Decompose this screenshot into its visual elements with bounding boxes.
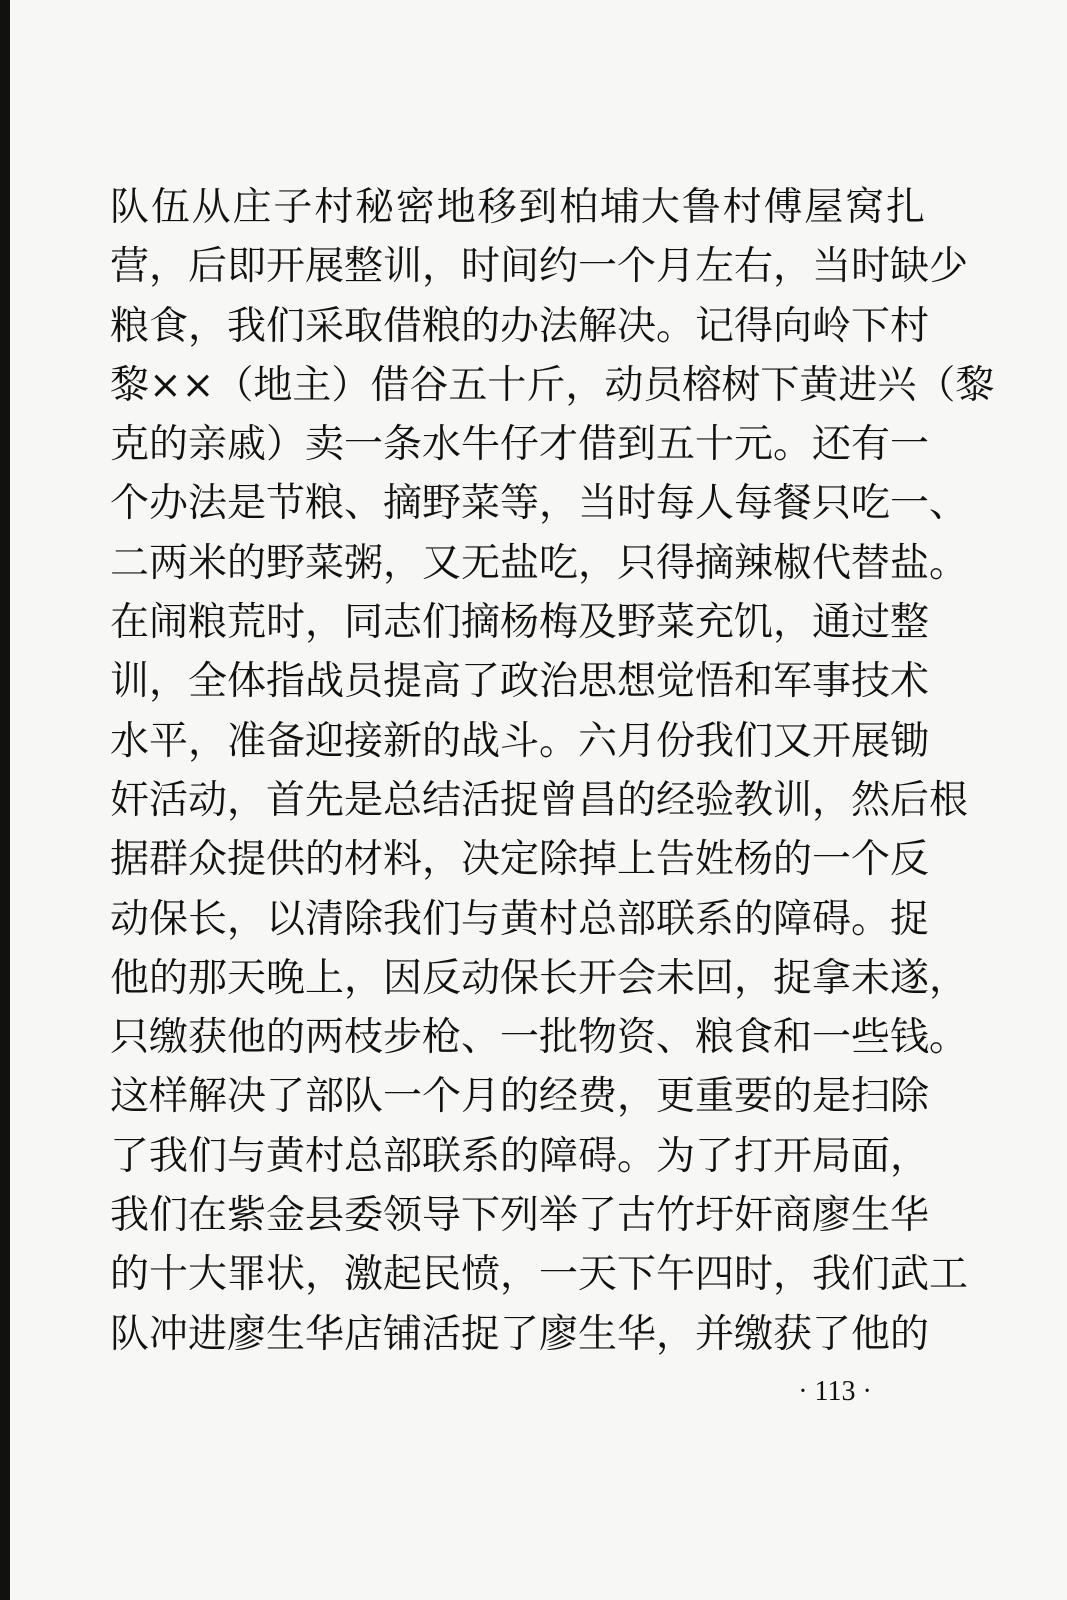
text-line: 黎××（地主）借谷五十斤，动员榕树下黄进兴（黎 [110, 362, 995, 408]
text-line: 了我们与黄村总部联系的障碍。为了打开局面， [110, 1133, 930, 1179]
text-line: 只缴获他的两枝步枪、一批物资、粮食和一些钱。 [110, 1015, 969, 1061]
body-text [110, 178, 995, 1364]
text-line: 二两米的野菜粥，又无盐吃，只得摘辣椒代替盐。 [110, 540, 969, 586]
text-line: 水平，准备迎接新的战斗。六月份我们又开展锄 [110, 718, 930, 764]
text-line: 队冲进廖生华店铺活捉了廖生华，并缴获了他的 [110, 1311, 930, 1357]
text-line: 营，后即开展整训，时间约一个月左右，当时缺少 [110, 244, 969, 290]
text-line: 队伍从庄子村秘密地移到柏埔大鲁村傅屋窝扎 [110, 185, 925, 230]
text-line: 动保长，以清除我们与黄村总部联系的障碍。捉 [110, 896, 930, 942]
text-line: 在闹粮荒时，同志们摘杨梅及野菜充饥，通过整 [110, 600, 930, 646]
text-line: 克的亲戚）卖一条水牛仔才借到五十元。还有一 [110, 422, 930, 468]
text-line: 粮食，我们采取借粮的办法解决。记得向岭下村 [110, 303, 930, 349]
text-line: 训，全体指战员提高了政治思想觉悟和军事技术 [110, 659, 930, 705]
text-line: 个办法是节粮、摘野菜等，当时每人每餐只吃一、 [110, 481, 969, 527]
text-line: 这样解决了部队一个月的经费，更重要的是扫除 [110, 1074, 930, 1120]
text-line: 奸活动，首先是总结活捉曾昌的经验教训，然后根 [110, 777, 969, 823]
page-number: · 113 · [798, 1376, 872, 1407]
text-line: 据群众提供的材料，决定除掉上告姓杨的一个反 [110, 837, 930, 883]
page-edge-shadow [0, 0, 10, 1600]
text-line: 他的那天晚上，因反动保长开会未回，捉拿未遂， [110, 955, 969, 1001]
text-line: 的十大罪状，激起民愤，一天下午四时，我们武工 [110, 1252, 969, 1298]
text-line: 我们在紫金县委领导下列举了古竹圩奸商廖生华 [110, 1193, 930, 1239]
